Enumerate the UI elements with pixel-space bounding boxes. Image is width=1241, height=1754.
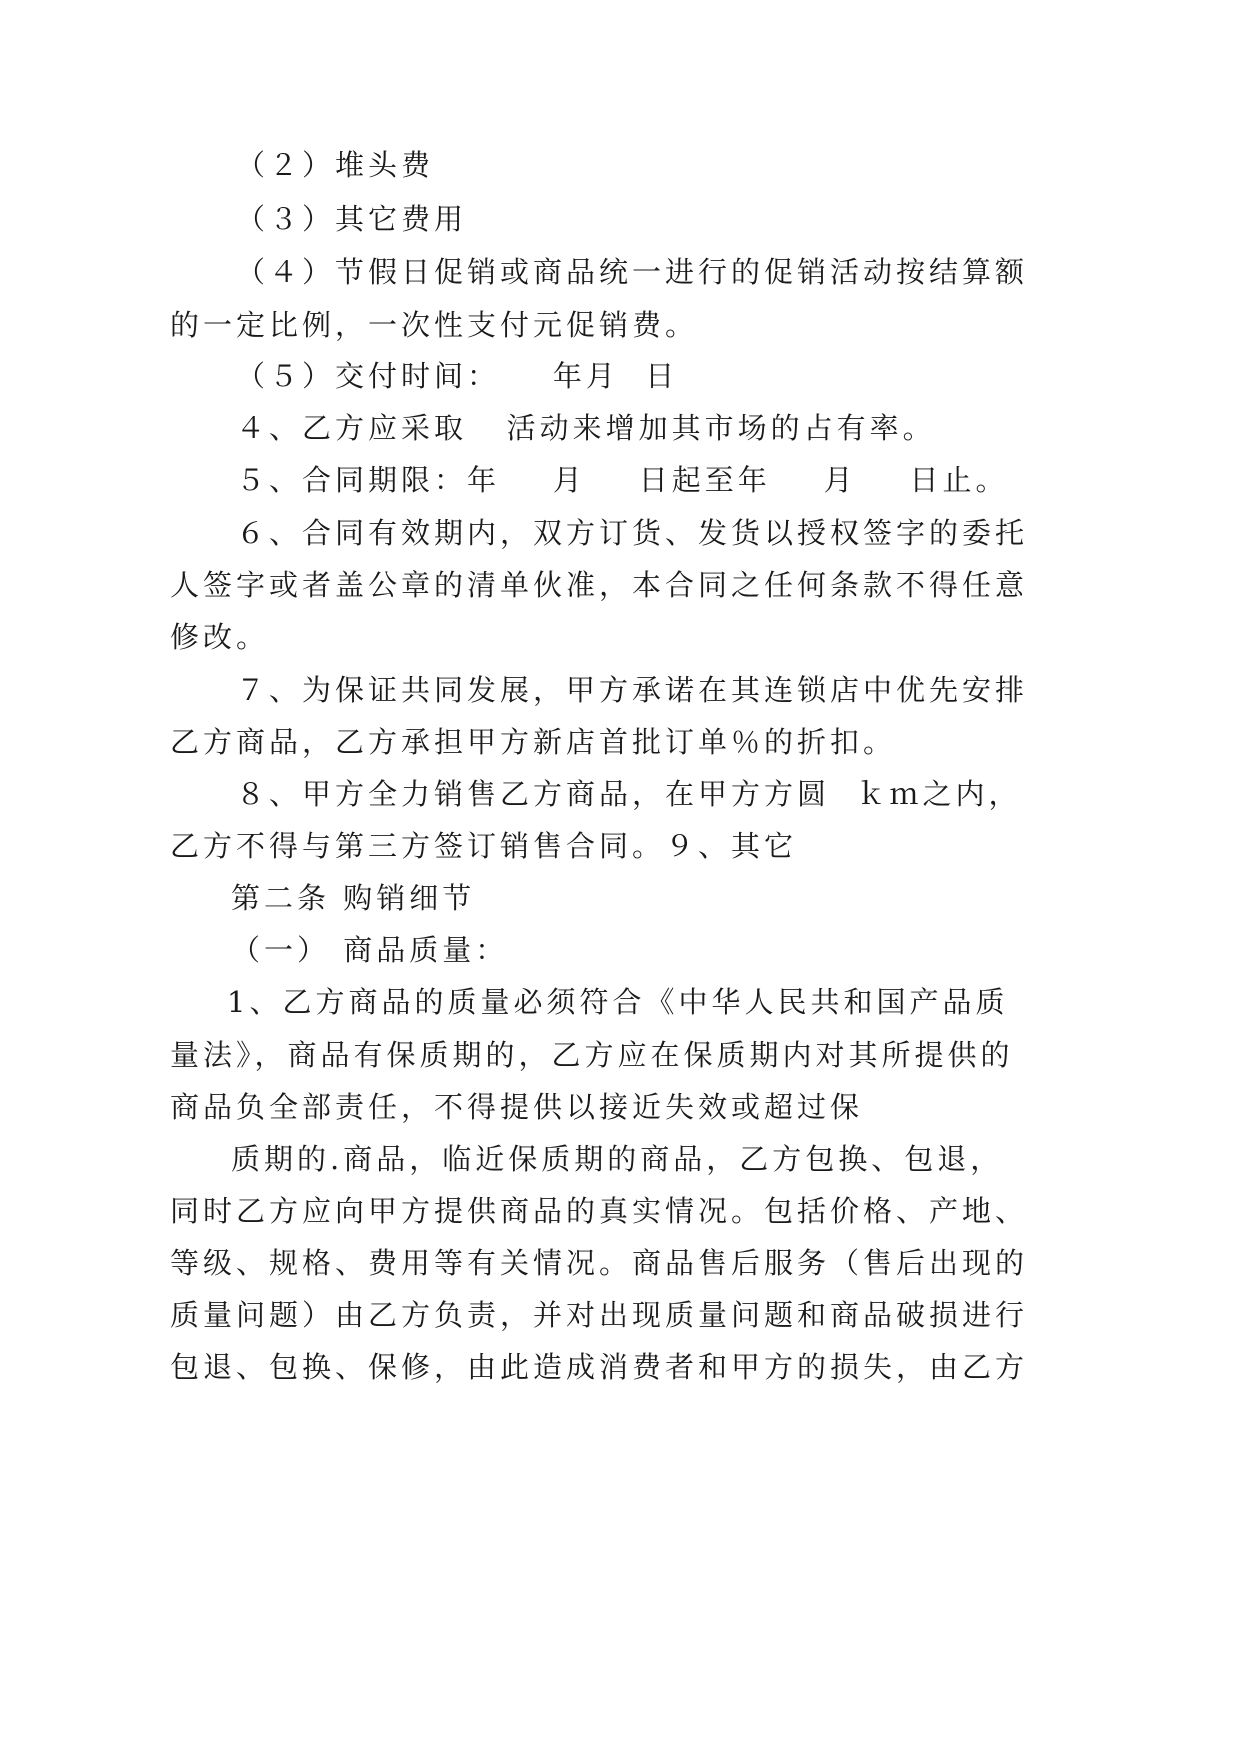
text-line: （３）其它费用 [236, 202, 468, 236]
text-line: ５、合同期限：年 月 日起至年 月 日止。 [236, 463, 1009, 497]
text-line: （２）堆头费 [236, 148, 435, 182]
text-line: 包退、包换、保修，由此造成消费者和甲方的损失，由乙方 [170, 1350, 1029, 1384]
text-line: 商品负全部责任，不得提供以接近失效或超过保 [170, 1090, 864, 1124]
text-line: （５）交付时间： 年月 日 [236, 359, 679, 393]
text-line: 的一定比例，一次性支付元促销费。 [170, 308, 699, 342]
text-line: 修改。 [170, 620, 270, 654]
text-line: ７、为保证共同发展，甲方承诺在其连锁店中优先安排 [236, 673, 1029, 707]
text-line: 乙方不得与第三方签订销售合同。９、其它 [170, 829, 798, 863]
section-heading: 第二条 购销细节 [231, 881, 476, 915]
text-line: ６、合同有效期内，双方订货、发货以授权签字的委托 [236, 516, 1029, 550]
text-line: 乙方商品，乙方承担甲方新店首批订单％的折扣。 [170, 725, 897, 759]
text-line: 质期的.商品，临近保质期的商品，乙方包换、包退， [231, 1142, 1004, 1176]
subsection-heading: （一） 商品质量： [231, 933, 509, 967]
text-line: ８、甲方全力销售乙方商品，在甲方方圆 ｋｍ之内， [236, 777, 1022, 811]
text-line: 1、乙方商品的质量必须符合《中华人民共和国产品质 [227, 985, 1009, 1019]
text-line: ４、乙方应采取 活动来增加其市场的占有率。 [236, 411, 936, 445]
text-line: （４）节假日促销或商品统一进行的促销活动按结算额 [236, 255, 1029, 289]
text-line: 人签字或者盖公章的清单伙准，本合同之任何条款不得任意 [170, 568, 1029, 602]
text-line: 等级、规格、费用等有关情况。商品售后服务（售后出现的 [170, 1246, 1029, 1280]
text-line: 量法》，商品有保质期的，乙方应在保质期内对其所提供的 [170, 1038, 1014, 1072]
text-line: 质量问题）由乙方负责，并对出现质量问题和商品破损进行 [170, 1298, 1029, 1332]
text-line: 同时乙方应向甲方提供商品的真实情况。包括价格、产地、 [170, 1194, 1029, 1228]
